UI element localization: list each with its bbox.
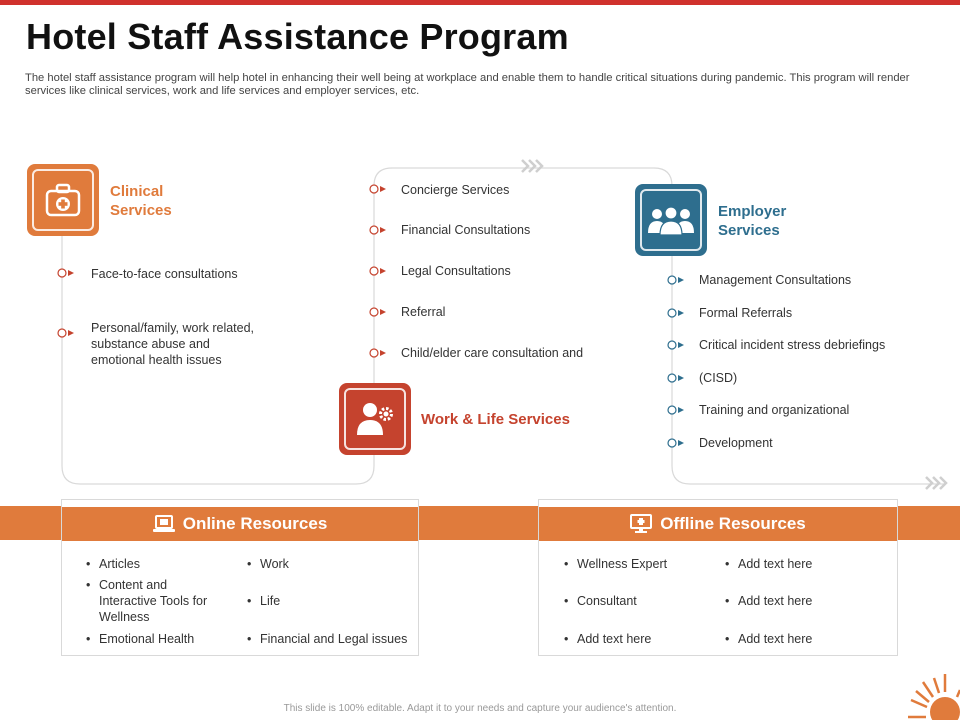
work-life-item: Child/elder care consultation and: [401, 346, 584, 360]
list-item: • Wellness Expert: [564, 557, 668, 571]
clinical-item: Personal/family, work related, substance abuse and emotional health issues: [91, 321, 255, 367]
clinical-item: Face-to-face consultations: [91, 267, 238, 281]
chevron-arrows-right: [926, 477, 946, 489]
sun-decoration-icon: [905, 672, 960, 720]
online-resources-panel: [61, 499, 419, 656]
list-item: • Emotional Health: [86, 632, 195, 646]
bullet-arrow-icon: [667, 308, 685, 318]
work-life-item: Legal Consultations: [401, 264, 511, 278]
list-item: • Add text here: [725, 632, 813, 646]
clinical-services-icon-box: [27, 164, 99, 236]
list-item: • Content and Interactive Tools for Wellness: [86, 578, 208, 624]
chevron-arrows-top: [522, 160, 542, 172]
bullet-arrow-icon: [667, 373, 685, 383]
list-item: • Consultant: [564, 594, 637, 608]
list-item: • Add text here: [725, 557, 813, 571]
medical-bag-icon: [45, 183, 81, 217]
offline-resources-title: Offline Resources: [660, 514, 806, 533]
monitor-icon: [630, 514, 652, 534]
work-life-item: Referral: [401, 305, 446, 319]
employer-item: Management Consultations: [699, 273, 852, 287]
bullet-arrow-icon: [667, 275, 685, 285]
employer-item: Development: [699, 436, 773, 450]
bullet-arrow-icon: [57, 268, 75, 278]
laptop-icon: [153, 515, 175, 533]
work-life-item: Concierge Services: [401, 183, 510, 197]
online-resources-header: [62, 507, 418, 541]
footer-note: This slide is 100% editable. Adapt it to your needs and capture your audience's attention.: [283, 703, 677, 714]
bullet-arrow-icon: [369, 348, 387, 358]
work-life-icon-box: [339, 383, 411, 455]
bullet-arrow-icon: [667, 340, 685, 350]
bullet-arrow-icon: [369, 266, 387, 276]
intro-text: The hotel staff assistance program will help hotel in enhancing their well being at workplace and enable them to handle critical situations during pandemic. This program will render services like clinical services, work and life services and employer services, etc.: [25, 72, 910, 97]
list-item: • Financial and Legal issues: [247, 632, 408, 646]
list-item: • Articles: [86, 557, 140, 571]
bullet-arrow-icon: [667, 405, 685, 415]
bullet-arrow-icon: [369, 307, 387, 317]
page-title: Hotel Staff Assistance Program: [26, 16, 569, 57]
list-item: • Work: [247, 557, 289, 571]
list-item: • Add text here: [725, 594, 813, 608]
offline-resources-header: [539, 507, 897, 541]
work-life-item: Financial Consultations: [401, 223, 531, 237]
bullet-arrow-icon: [369, 225, 387, 235]
employer-item: Critical incident stress debriefings: [699, 338, 886, 352]
employer-item: Formal Referrals: [699, 306, 793, 320]
list-item: • Life: [247, 594, 281, 608]
list-item: • Add text here: [564, 632, 652, 646]
online-resources-title: Online Resources: [182, 514, 328, 533]
user-gear-icon: [355, 401, 395, 437]
group-icon: [647, 205, 695, 235]
offline-resources-panel: [538, 499, 898, 656]
bullet-arrow-icon: [57, 328, 75, 338]
employer-services-title: Employer Services: [718, 203, 787, 239]
work-life-title: Work & Life Services: [421, 411, 570, 428]
bullet-arrow-icon: [667, 438, 685, 448]
employer-item: (CISD): [699, 371, 738, 385]
clinical-services-title: Clinical Services: [110, 183, 172, 219]
employer-services-icon-box: [635, 184, 707, 256]
bullet-arrow-icon: [369, 184, 387, 194]
employer-item: Training and organizational: [699, 403, 850, 417]
